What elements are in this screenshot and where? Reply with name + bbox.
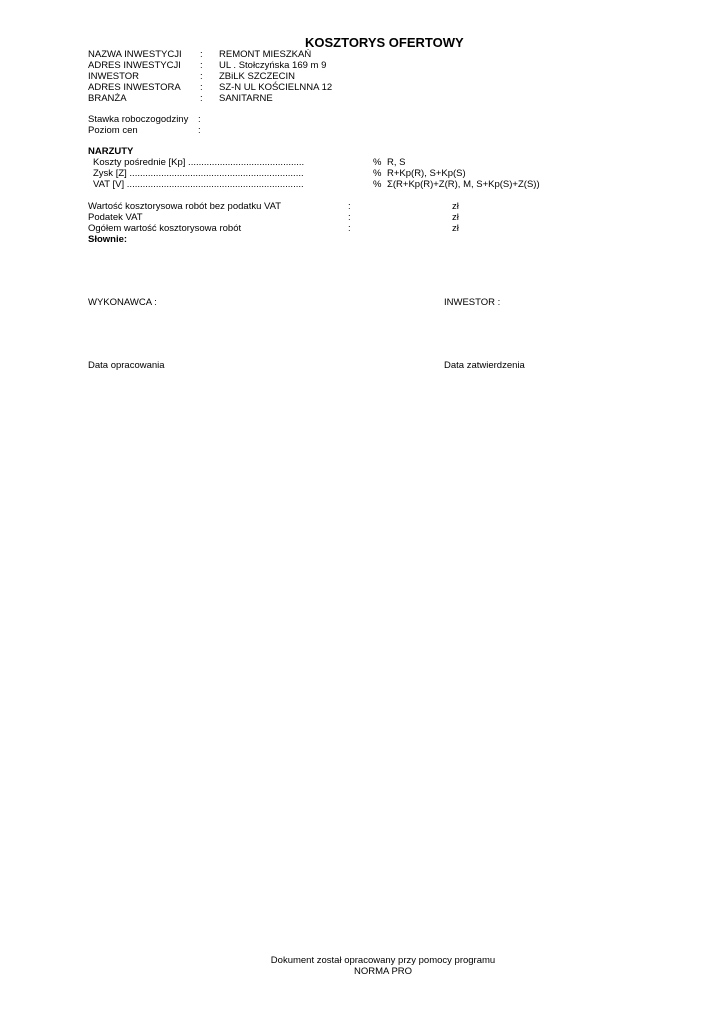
investor-separator: : [200,71,203,82]
branch-label: BRANŻA [88,93,127,104]
profit-formula: R+Kp(R), S+Kp(S) [387,168,466,179]
vat-unit: % [373,179,382,190]
investment-address-separator: : [200,60,203,71]
preparation-date-label: Data opracowania [88,360,165,371]
branch-value: SANITARNE [219,93,273,104]
investment-address-value: UL . Stołczyńska 169 m 9 [219,60,327,71]
investment-name-label: NAZWA INWESTYCJI [88,49,182,60]
branch-separator: : [200,93,203,104]
investor-address-label: ADRES INWESTORA [88,82,181,93]
in-words-label: Słownie: [88,234,128,245]
price-level-separator: : [198,125,201,136]
investor-label: INWESTOR [88,71,140,82]
investment-name-separator: : [200,49,203,60]
document-title: KOSZTORYS OFERTOWY [305,35,464,50]
investor-address-value: SZ-N UL KOŚCIELNNA 12 [219,82,333,93]
price-level-label: Poziom cen [88,125,138,136]
footer-line-1: Dokument został opracowany przy pomocy programu [270,955,496,966]
vat-tax-separator: : [348,212,351,223]
vat-tax-unit: zł [452,212,459,223]
hourly-rate-separator: : [198,114,201,125]
net-value-separator: : [348,201,351,212]
investor-value: ZBiLK SZCZECIN [219,71,296,82]
net-value-unit: zł [452,201,459,212]
total-value-separator: : [348,223,351,234]
investor-address-separator: : [200,82,203,93]
footer-line-2: NORMA PRO [353,966,413,977]
investor-signature-label: INWESTOR : [444,297,501,308]
vat-formula: Σ(R+Kp(R)+Z(R), M, S+Kp(S)+Z(S)) [387,179,540,190]
footer [233,955,533,977]
surcharges-heading: NARZUTY [88,146,134,157]
net-value-label: Wartość kosztorysowa robót bez podatku VAT [88,201,282,212]
investment-address-label: ADRES INWESTYCJI [88,60,181,71]
indirect-costs-formula: R, S [387,157,406,168]
profit-unit: % [373,168,382,179]
contractor-label: WYKONAWCA : [88,297,157,308]
approval-date-label: Data zatwierdzenia [444,360,525,371]
vat-label: VAT [V] ................................................................... [93,179,304,190]
total-value-unit: zł [452,223,459,234]
investment-name-value: REMONT MIESZKAŃ [219,49,312,60]
indirect-costs-label: Koszty pośrednie [Kp] ............................................ [93,157,305,168]
profit-label: Zysk [Z] .................................................................. [93,168,304,179]
hourly-rate-label: Stawka roboczogodziny [88,114,189,125]
indirect-costs-unit: % [373,157,382,168]
vat-tax-label: Podatek VAT [88,212,143,223]
total-value-label: Ogółem wartość kosztorysowa robót [88,223,242,234]
